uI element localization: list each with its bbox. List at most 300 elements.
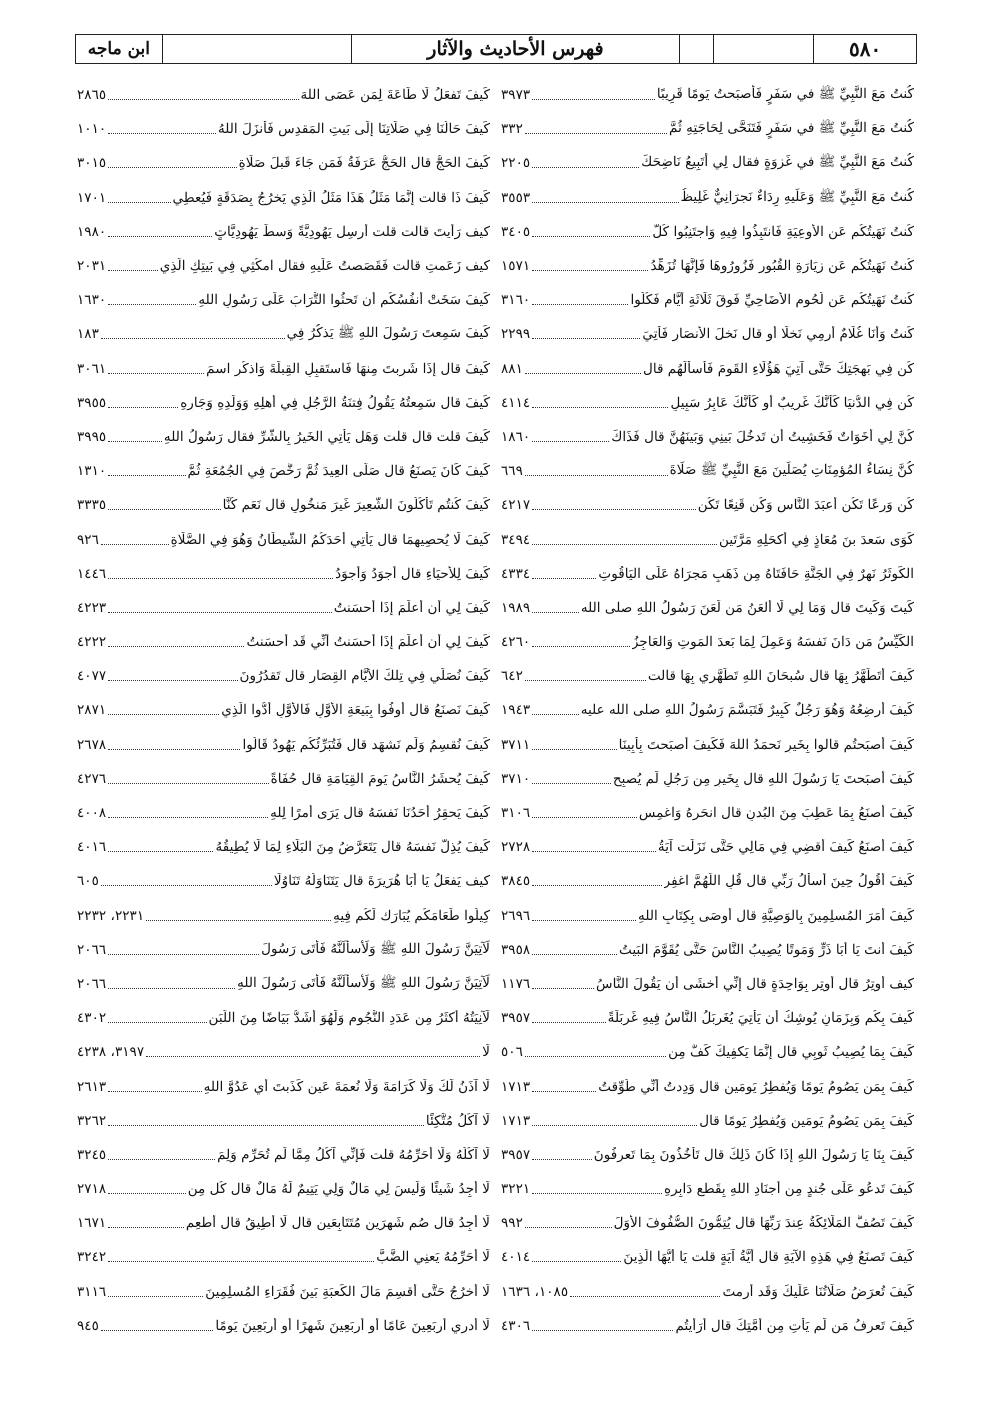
hadith-incipit: كَيفَ تَصنَعُ فِي هَذِهِ الآيَةِ قال أَيَّةُ آيَةٍ قلت يَا أَيُّهَا الَّذِينَ <box>623 1249 914 1266</box>
hadith-incipit: كُنَّ لِي أَخَوَاتٌ فَخَشِيتُ أَن تَدخُلَ بَينِي وَبَينَهُنَّ قال فَذَاكَ <box>611 428 914 445</box>
hadith-number: ٢٧١٨ <box>77 1181 107 1198</box>
hadith-number: ٢٢٣١، ٢٢٣٢ <box>77 907 145 924</box>
dot-leader <box>108 440 162 442</box>
hadith-number: ٤٢٦٠ <box>501 634 531 651</box>
hadith-number: ٣٠٦١ <box>77 360 107 377</box>
dot-leader <box>532 713 578 715</box>
dot-leader <box>532 1090 596 1092</box>
hadith-number: ٩٩٢ <box>501 1215 523 1232</box>
hadith-number: ١٥٧١ <box>501 258 531 275</box>
hadith-incipit: كَيفَ أَصنَعُ بِمَا عَطِبَ مِنَ البُدنِ قال انحَرهُ وَاغمِس <box>638 805 914 822</box>
hadith-incipit: كيف يَفعَلُ يَا أَبَا هُرَيرَةَ قال يَتَنَاوَلُهُ تَنَاوُلًا <box>273 873 490 890</box>
hadith-incipit: كَيفَ تَصُفُّ المَلَائِكَةُ عِندَ رَبِّهَا قال يُتِمُّونَ الصُّفُوفَ الأُوَلَ <box>613 1215 914 1232</box>
index-entry <box>499 899 914 933</box>
index-entry <box>75 796 490 830</box>
index-entry <box>75 181 490 215</box>
dot-leader <box>108 1124 424 1126</box>
dot-leader <box>532 816 637 818</box>
dot-leader <box>108 1226 184 1228</box>
dot-leader <box>108 235 212 237</box>
hadith-number: ١٧٠١ <box>77 189 107 206</box>
index-entry <box>75 693 490 727</box>
dot-leader <box>108 1021 206 1023</box>
hadith-number: ١٤٤٦ <box>77 565 107 582</box>
hadith-incipit: كَيفَ كَانَ يَصنَعُ قال صَلَّى العِيدَ ثُمَّ رَخَّصَ فِي الجُمُعَةِ ثُمَّ <box>187 463 490 480</box>
index-entry <box>499 181 914 215</box>
header-spacer <box>679 35 714 63</box>
hadith-number: ٢٢٠٥ <box>501 155 531 172</box>
hadith-incipit: لَا أُحَرِّمُهُ يَعنِي الضَّبَّ <box>376 1249 490 1266</box>
index-entry <box>499 112 914 146</box>
hadith-incipit: كَيفَ نُصَلِّي فِي تِلكَ الأَيَّامِ القِصَارِ قال تَقدُرُونَ <box>239 668 490 685</box>
hadith-number: ٣٩٥٧ <box>501 1010 531 1027</box>
dot-leader <box>532 337 640 339</box>
hadith-incipit: كَيفَ نَصنَعُ قال أَوفُوا بِبَيعَةِ الأَوَّلِ فَالأَوَّلِ أَدُّوا الَّذِي <box>221 702 490 719</box>
hadith-incipit: كَيفَ قال سَمِعتُهُ يَقُولُ فِتنَةُ الرَّجُلِ فِي أَهلِهِ وَوَلَدِهِ وَجَارِهِ <box>180 394 490 411</box>
index-entry <box>499 78 914 112</box>
hadith-incipit: كَيفَ بِمَن يَصُومُ يَومًا وَيُفطِرُ يَومَينِ قال وَدِدتُ أَنِّي طُوِّقتُ <box>598 1078 914 1095</box>
dot-leader <box>532 440 609 442</box>
hadith-incipit: كُنَّ نِسَاءُ المُؤمِنَاتِ يُصَلِّينَ مَعَ النَّبِيِّ ﷺ صَلَاةَ <box>669 462 914 479</box>
index-entry <box>75 1172 490 1206</box>
index-entry <box>499 1275 914 1309</box>
hadith-incipit: لَا آكُلُ مُتَّكِئًا <box>425 1112 490 1129</box>
hadith-incipit: كَيفَ أَتَطَهَّرُ بِهَا قال سُبحَانَ اللهِ تَطَهَّرِي بِهَا قالت <box>647 668 914 685</box>
dot-leader <box>146 1055 480 1057</box>
index-title: فهرس الأحاديث والآثار <box>351 35 678 63</box>
index-entry <box>499 215 914 249</box>
index-entry <box>75 830 490 864</box>
index-entry <box>499 1206 914 1240</box>
index-entry <box>75 864 490 898</box>
index-entry <box>499 933 914 967</box>
hadith-incipit: كُنتُ مَعَ النَّبِيِّ ﷺ في سَفَرٍ فَتَنَحَّى لِحَاجَتِهِ ثُمَّ <box>669 120 914 137</box>
hadith-incipit: كَيفَ تَعرِفُ مَن لَم يَأتِ مِن أُمَّتِكَ قال أَرَأَيتُم <box>675 1317 914 1334</box>
hadith-number: ٣٧١٠ <box>501 770 531 787</box>
dot-leader <box>108 166 236 168</box>
index-entry <box>499 1001 914 1035</box>
index-entry <box>75 1069 490 1103</box>
hadith-number: ٣٨٤٥ <box>501 873 531 890</box>
hadith-number: ٤٠٧٧ <box>77 668 107 685</box>
dot-leader <box>532 166 639 168</box>
index-entry <box>75 283 490 317</box>
dot-leader <box>532 919 636 921</box>
index-entry <box>75 1138 490 1172</box>
hadith-number: ١٦٣٠ <box>77 292 107 309</box>
index-entry <box>75 488 490 522</box>
hadith-number: ٣٩٥٧ <box>501 1146 531 1163</box>
index-entry <box>75 933 490 967</box>
dot-leader <box>108 850 213 852</box>
dot-leader <box>532 645 630 647</box>
index-entry <box>499 1138 914 1172</box>
hadith-number: ٣٣٢ <box>501 121 523 138</box>
index-entry <box>499 249 914 283</box>
hadith-number: ٣٥٥٣ <box>501 189 531 206</box>
hadith-number: ٤١١٤ <box>501 394 531 411</box>
hadith-incipit: كُنتُ نَهَيتُكُم عَنِ الأَوعِيَةِ فَانتَبِذُوا فِيهِ وَاجتَنِبُوا كُلَّ <box>652 223 914 240</box>
dot-leader <box>532 1158 592 1160</box>
dot-leader <box>108 303 196 305</box>
dot-leader <box>108 372 204 374</box>
hadith-number: ٣٧١١ <box>501 736 531 753</box>
hadith-number: ٤٣٠٢ <box>77 1010 107 1027</box>
hadith-number: ١٨٦٠ <box>501 428 531 445</box>
hadith-number: ٣٩٥٥ <box>77 394 107 411</box>
header-spacer <box>162 35 352 63</box>
hadith-incipit: كَيفَ حَالُنَا فِي صَلَاتِنَا إِلَى بَيتِ المَقدِسِ فَأَنزَلَ اللهُ <box>217 121 490 138</box>
index-entry <box>499 522 914 556</box>
hadith-number: ٤٢٢٢ <box>77 634 107 651</box>
dot-leader <box>570 1295 720 1297</box>
hadith-incipit: كَيتَ وَكَيتَ قال وَمَا لِي لَا أَلعَنُ مَن لَعَنَ رَسُولُ اللهِ صلى الله <box>580 599 914 616</box>
index-entry <box>499 659 914 693</box>
index-entry <box>499 488 914 522</box>
dot-leader <box>108 508 220 510</box>
hadith-number: ١٣١٠ <box>77 463 107 480</box>
hadith-number: ١١٧٦ <box>501 975 531 992</box>
hadith-incipit: كَيفَ قلت قال قلت وَهَل يَأتِي الخَيرُ بِالشَّرِّ فقال رَسُولُ اللهِ <box>163 428 490 445</box>
index-entry <box>75 146 490 180</box>
hadith-number: ٤٢١٧ <box>501 497 531 514</box>
index-entry <box>75 1240 490 1274</box>
index-entry <box>75 317 490 351</box>
hadith-number: ٣٤٩٤ <box>501 531 531 548</box>
dot-leader <box>108 782 268 784</box>
page-header <box>75 34 917 64</box>
dot-leader <box>532 1260 621 1262</box>
hadith-incipit: لَا <box>482 1044 490 1061</box>
dot-leader <box>108 1260 374 1262</box>
index-entry <box>499 625 914 659</box>
index-entry <box>499 454 914 488</box>
hadith-number: ٩٢٦ <box>77 531 99 548</box>
index-entry <box>75 659 490 693</box>
hadith-number: ٤٢٧٦ <box>77 770 107 787</box>
dot-leader <box>532 1329 673 1331</box>
index-entry <box>75 967 490 1001</box>
hadith-incipit: كَيفَ لِلأَحيَاءِ قال أَجوَدُ وَأَجوَدُ <box>335 565 490 582</box>
hadith-incipit: لَا آكُلُهُ وَلَا أُحَرِّمُهُ قلت فَإِنِّي آكُلُ مِمَّا لَم تُحَرِّم وَلِمَ <box>217 1146 490 1163</box>
index-entry <box>499 420 914 454</box>
dot-leader <box>525 679 646 681</box>
dot-leader <box>532 543 717 545</box>
hadith-incipit: لَا أَدرِي أَربَعِينَ عَامًا أَو أَربَعِينَ شَهرًا أَو أَربَعِينَ يَومًا <box>215 1317 490 1334</box>
hadith-number: ١٩٨٠ <box>77 223 107 240</box>
dot-leader <box>108 201 170 203</box>
hadith-incipit: كَيفَ لِي أَن أَعلَمَ إِذَا أَحسَنتُ <box>333 599 490 616</box>
hadith-number: ٩٤٥ <box>77 1317 99 1334</box>
hadith-number: ٢٠٦٦ <box>77 941 107 958</box>
hadith-incipit: كَيفَ يَحقِرُ أَحَدُنَا نَفسَهُ قال يَرَى أَمرًا لِلهِ <box>270 805 490 822</box>
hadith-number: ٤٠١٦ <box>77 839 107 856</box>
hadith-incipit: كَيفَ يُذِلُّ نَفسَهُ قال يَتَعَرَّضُ مِنَ البَلَاءِ لِمَا لَا يُطِيقُهُ <box>215 839 490 856</box>
dot-leader <box>146 919 331 921</box>
hadith-incipit: الكَيِّسُ مَن دَانَ نَفسَهُ وَعَمِلَ لِمَا بَعدَ المَوتِ وَالعَاجِزُ <box>631 634 914 651</box>
hadith-incipit: كَيفَ أُرضِعُهُ وَهُوَ رَجُلٌ كَبِيرٌ فَتَبَسَّمَ رَسُولُ اللهِ صلى الله عليه <box>580 702 914 719</box>
hadith-number: ١٠٨٥، ١٦٣٦ <box>501 1283 569 1300</box>
hadith-incipit: كَيفَ أَقُولُ حِينَ أَسأَلُ رَبِّي قال قُلِ اللَّهُمَّ اغفِر <box>663 873 914 890</box>
hadith-incipit: كَيفَ يُحشَرُ النَّاسُ يَومَ القِيَامَةِ قال حُفَاةً <box>270 770 490 787</box>
index-entry <box>75 591 490 625</box>
hadith-incipit: كُنتُ نَهَيتُكُم عَن زِيَارَةِ القُبُورِ فَزُورُوهَا فَإِنَّهَا تُزَهِّدُ <box>650 258 914 275</box>
hadith-incipit: لَآنِيَتُهُ أَكثَرُ مِن عَدَدِ النُّجُومِ وَلَهُوَ أَشَدُّ بَيَاضًا مِنَ اللَّبَنِ <box>208 1010 490 1027</box>
index-entry <box>75 215 490 249</box>
index-entry <box>499 693 914 727</box>
hadith-incipit: كَيفَ كُنتُم تَأكُلُونَ الشَّعِيرَ غَيرَ مَنخُولٍ قال نَعَم كُنَّا <box>222 497 490 514</box>
hadith-number: ٣١٠٦ <box>501 805 531 822</box>
dot-leader <box>108 269 158 271</box>
dot-leader <box>525 474 668 476</box>
hadith-number: ٢٠٦٦ <box>77 975 107 992</box>
hadith-number: ٣١٦٠ <box>501 292 531 309</box>
index-entry <box>499 1035 914 1069</box>
index-entry <box>75 1104 490 1138</box>
hadith-incipit: لَآتِيَنَّ رَسُولَ اللهِ ﷺ وَلَأَسأَلَنَّهُ فَأَتَى رَسُولَ اللهِ <box>237 974 490 991</box>
index-entry <box>499 283 914 317</box>
index-entry <box>499 1069 914 1103</box>
hadith-incipit: كَيفَ أَنتَ يَا أَبَا ذَرٍّ وَمَوتًا يُصِيبُ النَّاسَ حَتَّى يُقَوَّمَ البَيتُ <box>619 941 914 958</box>
hadith-incipit: كُنتُ نَهَيتُكُم عَن لُحُومِ الأَضَاحِيِّ فَوقَ ثَلَاثَةِ أَيَّامٍ فَكُلُوا <box>630 292 914 309</box>
index-entry <box>75 762 490 796</box>
dot-leader <box>525 1226 612 1228</box>
index-entry <box>499 146 914 180</box>
index-entry <box>499 317 914 351</box>
hadith-number: ٣٩٧٣ <box>501 87 531 104</box>
dot-leader <box>108 474 185 476</box>
index-entry <box>499 1172 914 1206</box>
dot-leader <box>532 850 656 852</box>
dot-leader <box>108 132 216 134</box>
hadith-number: ٣١٩٧، ٤٢٣٨ <box>77 1044 145 1061</box>
dot-leader <box>532 748 616 750</box>
hadith-number: ٤٠١٤ <box>501 1249 531 1266</box>
dot-leader <box>532 98 655 100</box>
dot-leader <box>108 611 331 613</box>
dot-leader <box>101 884 272 886</box>
index-entry <box>75 1309 490 1343</box>
hadith-incipit: كَيفَ لَا يُحصِيهِمَا قال يَأتِي أَحَدَكُمُ الشَّيطَانُ وَهُوَ فِي الصَّلَاةِ <box>170 531 490 548</box>
hadith-incipit: كُن فِي الدُّنيَا كَأَنَّكَ غَرِيبٌ أَو كَأَنَّكَ عَابِرُ سَبِيلٍ <box>670 394 914 411</box>
hadith-incipit: كَيفَ نُقسِمُ وَلَم نَشهَد قال فَتُبَرِّئُكُم يَهُودُ قَالُوا <box>242 736 490 753</box>
index-entry <box>75 1206 490 1240</box>
hadith-incipit: كَيفَ أَمَرَ المُسلِمِينَ بِالوَصِيَّةِ قال أَوصَى بِكِتَابِ اللهِ <box>638 907 914 924</box>
dot-leader <box>532 884 661 886</box>
index-entry <box>499 830 914 864</box>
dot-leader <box>108 1090 201 1092</box>
dot-leader <box>108 987 235 989</box>
dot-leader <box>532 1192 662 1194</box>
hadith-number: ٤٢٢٣ <box>77 599 107 616</box>
hadith-incipit: كيف رَأَيتَ قالت قلت أَرسِل يَهُودِيَّةً وَسطَ يَهُودِيَّاتٍ <box>214 223 490 240</box>
hadith-incipit: كُنتُ مَعَ النَّبِيِّ ﷺ وَعَلَيهِ رِدَاءٌ نَجرَانِيٌّ غَلِيظُ <box>680 188 914 205</box>
dot-leader <box>108 679 237 681</box>
hadith-number: ٣٢٤٢ <box>77 1249 107 1266</box>
hadith-number: ٤٣٣٤ <box>501 565 531 582</box>
index-entry <box>75 386 490 420</box>
dot-leader <box>108 1295 203 1297</box>
hadith-incipit: كَيفَ لِي أَن أَعلَمَ إِذَا أَحسَنتُ أَنِّي قَد أَحسَنتُ <box>246 634 490 651</box>
dot-leader <box>101 1329 213 1331</box>
index-entry <box>75 112 490 146</box>
index-entry <box>75 728 490 762</box>
index-entry <box>75 625 490 659</box>
dot-leader <box>532 303 628 305</box>
dot-leader <box>525 372 641 374</box>
dot-leader <box>532 508 695 510</box>
dot-leader <box>108 98 298 100</box>
index-entry <box>499 557 914 591</box>
hadith-incipit: كَيفَ سَخَتْ أَنفُسُكُم أَن تَحثُوا التُّرَابَ عَلَى رَسُولِ اللهِ <box>198 292 490 309</box>
hadith-incipit: كَوَى سَعدَ بنَ مُعَاذٍ فِي أَكحَلِهِ مَرَّتَينِ <box>719 531 914 548</box>
index-entry <box>75 1275 490 1309</box>
dot-leader <box>108 953 259 955</box>
hadith-incipit: كَيفَ تُعرَضُ صَلَاتُنَا عَلَيكَ وَقَد أَرِمتَ <box>722 1283 914 1300</box>
hadith-incipit: كُنتُ مَعَ النَّبِيِّ ﷺ في سَفَرٍ فَأَصبَحتُ يَومًا قَرِيبًا <box>656 86 914 103</box>
hadith-incipit: لَآتِيَنَّ رَسُولَ اللهِ ﷺ وَلَأَسأَلَنَّهُ فَأَتَى رَسُولَ <box>261 940 490 957</box>
index-entry <box>75 352 490 386</box>
index-entry <box>75 249 490 283</box>
hadith-number: ٣٢٦٢ <box>77 1112 107 1129</box>
hadith-number: ٢٨٧١ <box>77 702 107 719</box>
dot-leader <box>101 543 169 545</box>
hadith-number: ٥٠٦ <box>501 1044 523 1061</box>
index-entry <box>499 864 914 898</box>
hadith-number: ٦٠٥ <box>77 873 99 890</box>
hadith-number: ٢٦٩٦ <box>501 907 531 924</box>
dot-leader <box>532 269 648 271</box>
hadith-number: ٢٦١٣ <box>77 1078 107 1095</box>
index-entry <box>75 557 490 591</box>
hadith-incipit: كَيفَ أَصبَحتَ يَا رَسُولَ اللهِ قال بِخَيرٍ مِن رَجُلٍ لَم يُصبِح <box>612 770 914 787</box>
dot-leader <box>532 987 594 989</box>
dot-leader <box>525 1055 666 1057</box>
hadith-incipit: كَيفَ قال إِذَا شَرِبتَ مِنهَا فَاستَقبِلِ القِبلَةَ وَاذكُرِ اسمَ <box>206 360 490 377</box>
hadith-incipit: كَيفَ الحَجُّ قال الحَجُّ عَرَفَةُ فَمَن جَاءَ قَبلَ صَلَاةِ <box>238 155 490 172</box>
index-entry <box>75 454 490 488</box>
hadith-incipit: كَيفَ أَصنَعُ كَيفَ أَقضِي فِي مَالِي حَتَّى نَزَلَت آيَةُ <box>657 839 914 856</box>
index-entry <box>499 796 914 830</box>
hadith-number: ١٩٤٣ <box>501 702 531 719</box>
dot-leader <box>532 201 678 203</box>
hadith-incipit: كَيفَ بِنَا يَا رَسُولَ اللهِ إِذَا كَانَ ذَلِكَ قال تَأخُذُونَ بِمَا تَعرِفُونَ <box>593 1146 914 1163</box>
hadith-number: ٣٩٥٨ <box>501 941 531 958</box>
page-number: ٥٨٠ <box>813 35 916 63</box>
hadith-number: ٣٩٩٥ <box>77 428 107 445</box>
dot-leader <box>532 406 668 408</box>
dot-leader <box>532 611 579 613</box>
hadith-number: ٨٨١ <box>501 360 523 377</box>
hadith-incipit: كَيفَ تَدعُو عَلَى جُندٍ مِن أَجنَادِ اللهِ بِقَطعِ دَابِرِهِ <box>664 1181 914 1198</box>
hadith-incipit: لَا أَجِدُ شَيئًا وَلَيسَ لِي مَالٌ وَلِي يَتِيمٌ لَهُ مَالٌ قال كُل مِن <box>187 1181 490 1198</box>
dot-leader <box>532 1124 697 1126</box>
hadith-incipit: كُنتُ مَعَ النَّبِيِّ ﷺ في غَزوَةٍ فقال لِي أَتَبِيعُ نَاضِحَكَ <box>641 154 914 171</box>
hadith-incipit: لَا أَخرُجُ حَتَّى أَقسِمَ مَالَ الكَعبَةِ بَينَ فُقَرَاءِ المُسلِمِينَ <box>205 1283 490 1300</box>
dot-leader <box>525 132 667 134</box>
hadith-number: ١٦٧١ <box>77 1215 107 1232</box>
hadith-incipit: كُن وَرِعًا تَكُن أَعبَدَ النَّاسِ وَكُن قَنِعًا تَكُن <box>697 497 914 514</box>
hadith-number: ٢٧٢٨ <box>501 839 531 856</box>
left-column <box>75 78 490 1343</box>
hadith-incipit: كَيفَ سَمِعتَ رَسُولَ اللهِ ﷺ يَذكُرُ فِي <box>286 325 490 342</box>
hadith-number: ٢٦٧٨ <box>77 736 107 753</box>
hadith-number: ٦٦٩ <box>501 463 523 480</box>
hadith-incipit: الكَوثَرُ نَهرٌ فِي الجَنَّةِ حَافَتَاهُ مِن ذَهَبٍ مَجرَاهُ عَلَى اليَاقُوتِ <box>598 565 914 582</box>
dot-leader <box>108 713 219 715</box>
index-entry <box>75 78 490 112</box>
hadith-incipit: كَيفَ بِمَا يُصِيبُ ثَوبِي قال إِنَّمَا يَكفِيكَ كَفٌّ مِن <box>668 1044 914 1061</box>
hadith-incipit: لَا آذَنُ لَكَ وَلَا كَرَامَةَ وَلَا نُعمَةَ عَينٍ كَذَبتَ أَي عَدُوَّ اللهِ <box>203 1078 490 1095</box>
header-spacer <box>713 35 813 63</box>
hadith-number: ٣٠١٥ <box>77 155 107 172</box>
hadith-number: ١٠١٠ <box>77 121 107 138</box>
hadith-incipit: كَيفَ بِكُم وَبِزَمَانٍ يُوشِكُ أَن يَأتِيَ يُغَربَلُ النَّاسُ فِيهِ غَربَلَةً <box>607 1010 914 1027</box>
hadith-incipit: كَيفَ تَفعَلُ لَا طَاعَةَ لِمَن عَصَى اللهَ <box>300 87 490 104</box>
hadith-incipit: كُنتُ وَأَنَا غُلَامٌ أَرمِي نَخلًا أَو قال نَخلَ الأَنصَارِ فَأُتِيَ <box>642 326 914 343</box>
hadith-number: ٤٣٠٦ <box>501 1317 531 1334</box>
hadith-number: ٤٠٠٨ <box>77 805 107 822</box>
hadith-incipit: كِيلُوا طَعَامَكُم يُبَارَك لَكُم فِيهِ <box>333 907 490 924</box>
dot-leader <box>108 577 333 579</box>
dot-leader <box>108 1158 215 1160</box>
index-entry <box>75 420 490 454</box>
dot-leader <box>532 577 596 579</box>
index-entry <box>75 1001 490 1035</box>
hadith-number: ٣٢٢١ <box>501 1181 531 1198</box>
hadith-incipit: كيف أُوتِرُ قال أَوتِر بِوَاحِدَةٍ قال إِنِّي أَخشَى أَن يَقُولَ النَّاسُ <box>596 975 914 992</box>
hadith-number: ١٧١٣ <box>501 1078 531 1095</box>
right-column <box>499 78 914 1343</box>
index-entry <box>499 591 914 625</box>
hadith-number: ٢٨٦٥ <box>77 87 107 104</box>
hadith-incipit: كَيفَ أَصبَحتُم قالوا بِخَيرٍ نَحمَدُ اللهَ فَكَيفَ أَصبَحتَ بِأَبِينَا <box>618 736 914 753</box>
hadith-incipit: كَيفَ بِمَن يَصُومُ يَومَينِ وَيُفطِرُ يَومًا قال <box>699 1112 914 1129</box>
index-entry <box>499 967 914 1001</box>
hadith-number: ٢٠٣١ <box>77 258 107 275</box>
index-entry <box>499 1104 914 1138</box>
dot-leader <box>532 235 650 237</box>
hadith-number: ٣٣٣٥ <box>77 497 107 514</box>
hadith-number: ١٩٨٩ <box>501 599 531 616</box>
hadith-number: ٦٤٢ <box>501 668 523 685</box>
dot-leader <box>532 782 611 784</box>
index-entry <box>499 1309 914 1343</box>
dot-leader <box>108 1192 185 1194</box>
hadith-incipit: لَا أَجِدُ قال صُم شَهرَينِ مُتَتَابِعَينِ قال لَا أُطِيقُ قال أَطعِم <box>185 1215 490 1232</box>
hadith-number: ٣٢٤٥ <box>77 1146 107 1163</box>
hadith-number: ٢٢٩٩ <box>501 326 531 343</box>
dot-leader <box>108 406 178 408</box>
index-entry <box>499 386 914 420</box>
dot-leader <box>108 748 240 750</box>
hadith-number: ٣١١٦ <box>77 1283 107 1300</box>
index-entry <box>499 728 914 762</box>
hadith-number: ١٨٣ <box>77 326 99 343</box>
index-entry <box>75 1035 490 1069</box>
hadith-number: ١٧١٣ <box>501 1112 531 1129</box>
dot-leader <box>108 645 244 647</box>
hadith-incipit: كَيفَ ذَا قالت إِنَّمَا مَثَلُ هَذَا مَثَلُ الَّذِي يَخرُجُ بِصَدَقَةٍ فَيُعطِي <box>172 189 490 206</box>
hadith-incipit: كُن فِي بَهجَتِكَ حَتَّى آتِيَ هَؤُلَاءِ القَومَ فَأَسأَلَهُم قال <box>642 360 914 377</box>
index-entry <box>499 762 914 796</box>
dot-leader <box>532 1021 605 1023</box>
dot-leader <box>108 816 268 818</box>
hadith-incipit: كيف زَعَمتِ قالت فَقَصَصتُ عَلَيهِ فقال امكُثِي فِي بَيتِكِ الَّذِي <box>159 258 490 275</box>
index-entry <box>75 899 490 933</box>
dot-leader <box>532 953 617 955</box>
book-title: ابن ماجه <box>87 39 151 59</box>
